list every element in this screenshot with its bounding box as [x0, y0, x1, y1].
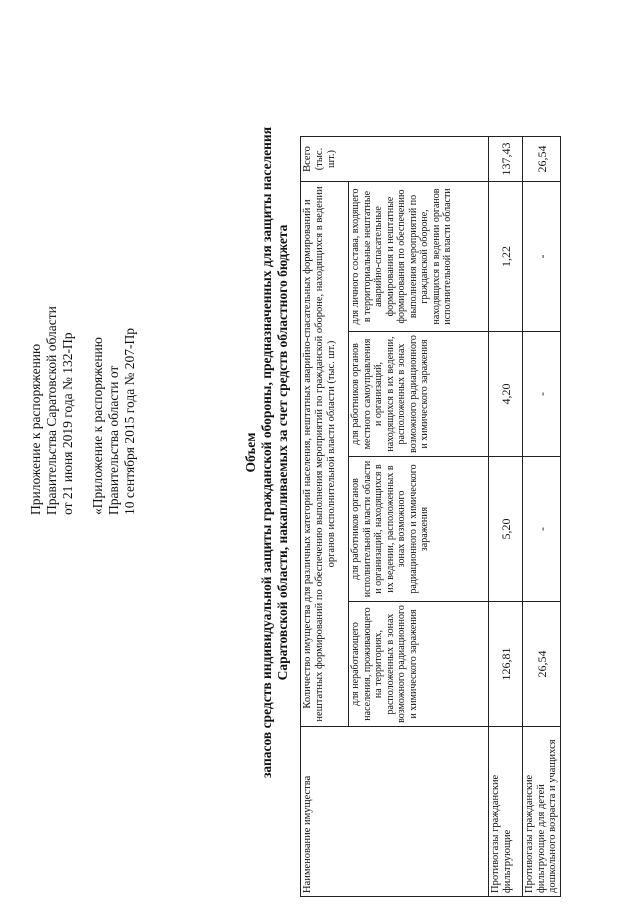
header-line-6: 10 сентября 2015 года № 207-Пр	[122, 327, 137, 515]
row-2-total: 26,54	[523, 137, 561, 182]
subheader-local-government-workers: для работников органов местного самоуправления и организаций, находящихся в их ведении, расположенных в зонах возможного радиационного и химического заражения	[349, 332, 489, 457]
table-row	[489, 137, 523, 897]
subheader-regional-authority-workers: для работников органов исполнительной власти области и организаций, находящихся в их ведении, расположенных в зонах возможного радиационного и химического заражения	[349, 457, 489, 602]
header-line-2: Правительства Саратовской области	[44, 306, 59, 515]
header-line-1: Приложение к распоряжению	[28, 343, 43, 515]
table-header-row	[301, 137, 349, 897]
table-row	[523, 137, 561, 897]
row-1-value-3: 4,20	[489, 332, 523, 457]
row-1-value-1: 126,81	[489, 602, 523, 727]
header-total-column: Всего (тыс. шт.)	[301, 137, 489, 182]
title-line-3: Саратовской области, накапливаемых за счет средств областного бюджета	[275, 224, 290, 681]
appendix-header	[28, 95, 138, 515]
row-2-name: Противогазы гражданские фильтрующие для детей дошкольного возраста и учащихся	[523, 727, 561, 897]
header-category-group: Количество имущества для различных категорий населения, нештатных аварийно-спасательных формирований и нештатных формирований по обеспечению выполнения мероприятий по гражданской обороне, находящихся в ведении органов исполнительной власти области (тыс. шт.)	[301, 182, 349, 727]
row-2-value-4: -	[523, 182, 561, 332]
header-line-3: от 21 июня 2019 года № 132-Пр	[60, 332, 75, 515]
header-line-5: Правительства области от	[106, 365, 121, 515]
supplies-table	[300, 136, 561, 897]
title-line-1: Объем	[243, 432, 258, 473]
header-line-4: «Приложение к распоряжению	[90, 337, 105, 515]
row-2-value-3: -	[523, 332, 561, 457]
row-1-value-4: 1,22	[489, 182, 523, 332]
title-line-2: запасов средств индивидуальной защиты гражданской обороны, предназначенных для защиты населения	[259, 126, 274, 779]
row-1-value-2: 5,20	[489, 457, 523, 602]
document-title	[243, 40, 291, 865]
subheader-rescue-formations-staff: для личного состава, входящего в территориальные нештатные аварийно-спасательные формирования и нештатные формирования по обеспечению выполнения мероприятий по гражданской обороне, находящихся в ведении органов исполнительной власти области	[349, 182, 489, 332]
row-2-value-1: 26,54	[523, 602, 561, 727]
row-1-name: Противогазы гражданские фильтрующие	[489, 727, 523, 897]
row-1-total: 137,43	[489, 137, 523, 182]
header-name-column: Наименование имущества	[301, 727, 489, 897]
subheader-unemployed-population: для неработающего населения, проживающего на территориях, расположенных в зонах возможного радиационного и химического заражения	[349, 602, 489, 727]
row-2-value-2: -	[523, 457, 561, 602]
